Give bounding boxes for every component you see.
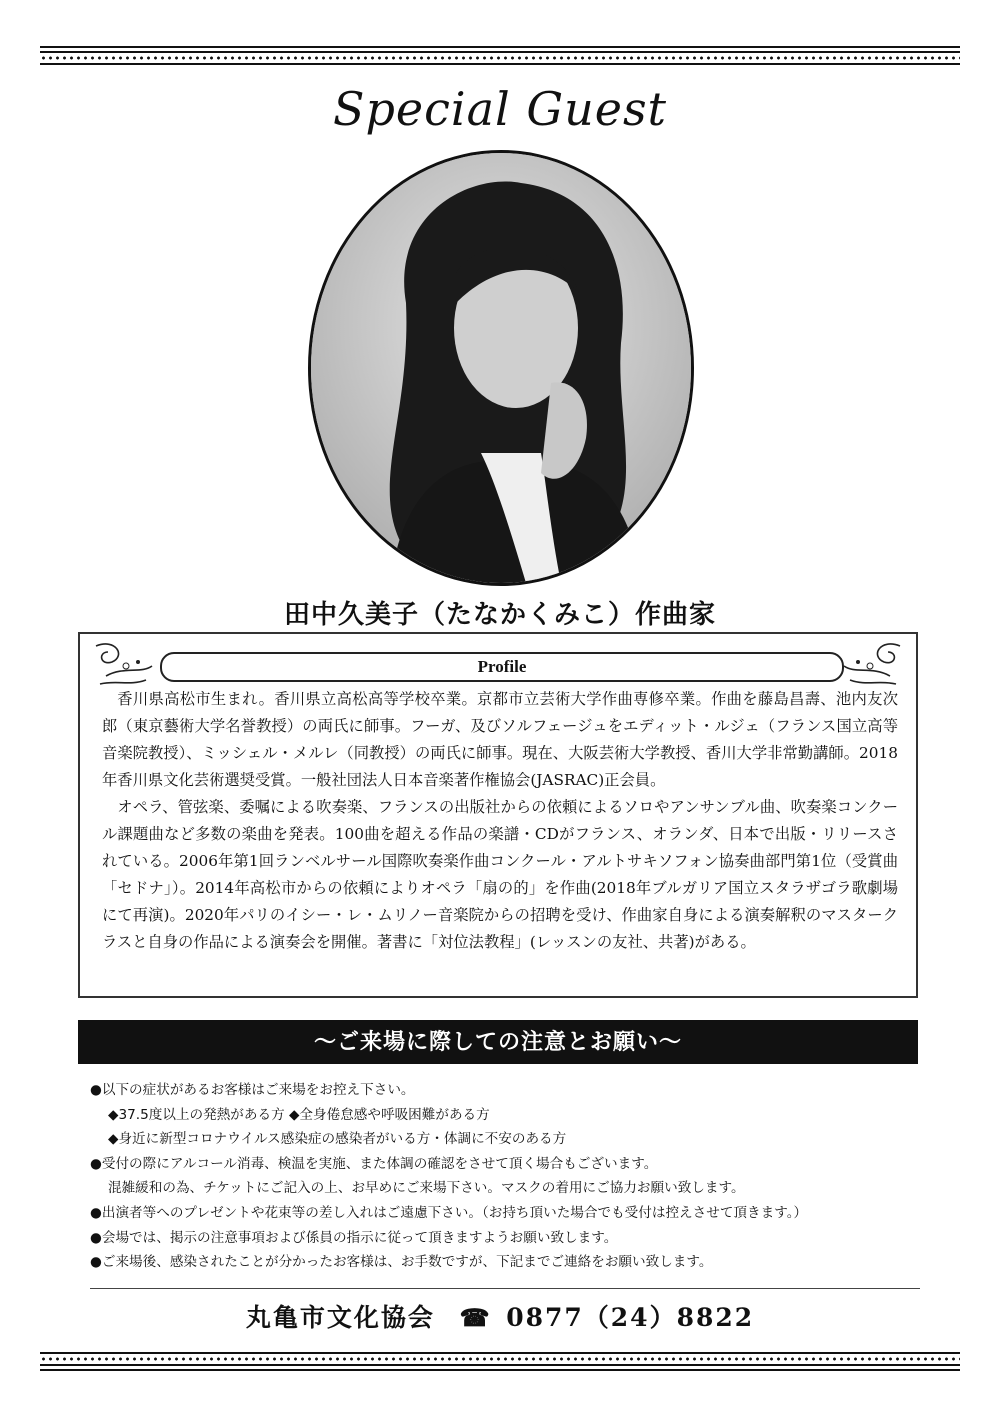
organization-name: 丸亀市文化協会 <box>245 1303 435 1332</box>
left-ornament-icon <box>86 636 162 692</box>
top-border-rule <box>40 46 960 68</box>
profile-paragraph-2: オペラ、管弦楽、委嘱による吹奏楽、フランスの出版社からの依頼によるソロやアンサンブル曲、吹奏楽コンクール課題曲など多数の楽曲を発表。100曲を超える作品の楽譜・CDがフランス、オランダ、日本で出版・リリースされている。2006年第1回ランベルサール国際吹奏楽作曲コンクール・アルトサキソフォン協奏曲部門第1位（受賞曲「セドナ」）。2014年高松市からの依頼によりオペラ「扇の的」を作曲(2018年ブルガリア国立スタラザゴラ歌劇場にて再演)。2020年パリのイシー・レ・ムリノー音楽院からの招聘を受け、作曲家自身による演奏解釈のマスタークラスと自身の作品による演奏会を開催。著書に「対位法教程」(レッスンの友社、共著)がある。 <box>102 798 898 951</box>
notice-line: 混雑緩和の為、チケットにご記入の上、お早めにご来場下さい。マスクの着用にご協力お願い致します。 <box>108 1180 745 1197</box>
notice-line: ◆身近に新型コロナウイルス感染症の感染者がいる方・体調に不安のある方 <box>108 1131 567 1148</box>
notice-line: ●会場では、掲示の注意事項および係員の指示に従って頂きますようお願い致します。 <box>90 1229 618 1246</box>
guest-name-title: 田中久美子（たなかくみこ）作曲家 <box>283 600 716 630</box>
notice-line: ●出演者等へのプレゼントや花束等の差し入れはご遠慮下さい。（お持ち頂いた場合でも受付は控えさせて頂きます。） <box>90 1204 808 1221</box>
phone-icon: ☎ <box>459 1303 492 1332</box>
notice-line: ●ご来場後、感染されたことが分かったお客様は、お手数ですが、下記までご連絡をお願い致します。 <box>90 1254 713 1271</box>
special-guest-heading: Special Guest <box>332 82 668 136</box>
notice-title-bar: 〜ご来場に際しての注意とお願い〜 <box>78 1020 918 1064</box>
notice-list <box>90 1078 920 1275</box>
profile-text <box>102 686 898 956</box>
profile-paragraph-1: 香川県高松市生まれ。香川県立高松高等学校卒業。京都市立芸術大学作曲専修卒業。作曲を藤島昌壽、池内友次郎（東京藝術大学名誉教授）の両氏に師事。フーガ、及びソルフェージュをエディット・ルジェ（フランス国立高等音楽院教授）、ミッシェル・メルレ（同教授）の両氏に師事。現在、大阪芸術大学教授、香川大学非常勤講師。2018年香川県文化芸術選奨受賞。一般社団法人日本音楽著作権協会(JASRAC)正会員。 <box>102 690 898 789</box>
footer-divider <box>90 1288 920 1289</box>
notice-line: ●受付の際にアルコール消毒、検温を実施、また体調の確認をさせて頂く場合もございます。 <box>90 1155 658 1172</box>
profile-box <box>78 632 918 998</box>
guest-portrait-photo <box>308 150 694 586</box>
profile-label: Profile <box>160 652 844 682</box>
footer-contact <box>0 1298 1000 1334</box>
bottom-border-rule <box>40 1352 960 1374</box>
phone-number: 0877（24）8822 <box>506 1303 755 1332</box>
right-ornament-icon <box>834 636 910 692</box>
notice-line: ◆37.5度以上の発熱がある方 ◆全身倦怠感や呼吸困難がある方 <box>108 1106 490 1123</box>
notice-line: ●以下の症状があるお客様はご来場をお控え下さい。 <box>90 1082 415 1098</box>
